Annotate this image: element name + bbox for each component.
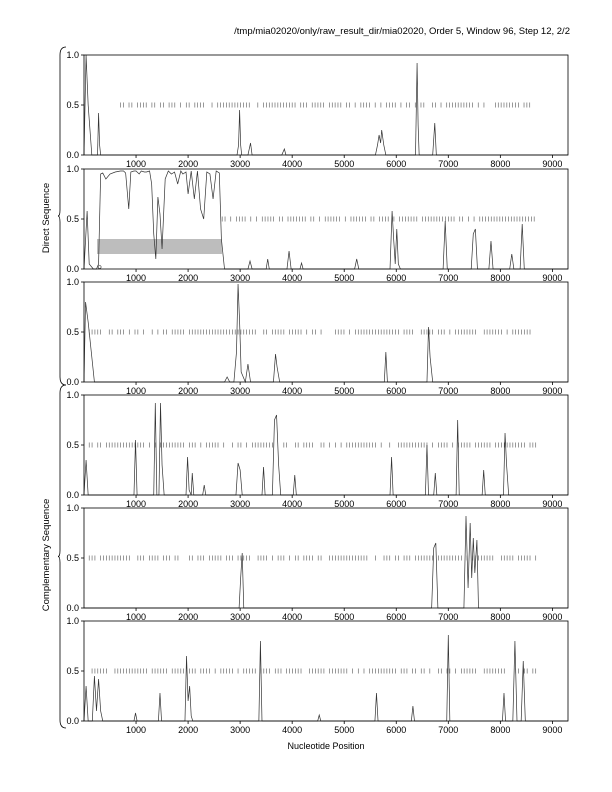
- x-tick-label: 1000: [126, 273, 147, 283]
- group-braces-layer: [58, 47, 66, 728]
- threshold-tick-row: [89, 330, 530, 335]
- x-tick-label: 9000: [542, 725, 563, 735]
- x-tick-label: 2000: [178, 499, 199, 509]
- y-tick-label: 0.5: [66, 327, 79, 337]
- x-tick-label: 1000: [126, 499, 147, 509]
- threshold-tick-row: [92, 669, 536, 674]
- x-tick-label: 8000: [490, 499, 511, 509]
- x-axis-label: Nucleotide Position: [287, 741, 365, 751]
- x-tick-label: 7000: [438, 725, 459, 735]
- y-tick-label: 1.0: [66, 503, 79, 513]
- zero-marker: [98, 266, 101, 269]
- y-tick-label: 1.0: [66, 277, 79, 287]
- x-tick-label: 5000: [334, 725, 355, 735]
- x-tick-label: 8000: [490, 273, 511, 283]
- x-tick-label: 9000: [542, 499, 563, 509]
- panel-frame: [84, 508, 568, 608]
- threshold-tick-row: [222, 217, 534, 222]
- x-tick-label: 4000: [282, 273, 303, 283]
- y-tick-label: 0.0: [66, 150, 79, 160]
- y-tick-label: 0.0: [66, 490, 79, 500]
- x-tick-label: 6000: [386, 159, 407, 169]
- x-tick-label: 3000: [230, 386, 251, 396]
- panels-layer: [66, 50, 568, 735]
- x-tick-label: 6000: [386, 386, 407, 396]
- x-tick-label: 7000: [438, 386, 459, 396]
- x-tick-label: 4000: [282, 612, 303, 622]
- panel-4-series-line: [84, 403, 568, 495]
- x-tick-label: 1000: [126, 159, 147, 169]
- x-tick-label: 4000: [282, 499, 303, 509]
- y-tick-label: 0.5: [66, 440, 79, 450]
- group-label-complementary-sequence: Complementary Sequence: [41, 498, 52, 612]
- y-tick-label: 1.0: [66, 390, 79, 400]
- x-tick-label: 6000: [386, 725, 407, 735]
- brace-direct-sequence: [58, 47, 66, 385]
- threshold-tick-row: [120, 103, 529, 108]
- x-tick-label: 5000: [334, 612, 355, 622]
- x-tick-label: 1000: [126, 612, 147, 622]
- panel-4: [66, 390, 568, 509]
- x-tick-label: 9000: [542, 273, 563, 283]
- x-tick-label: 1000: [126, 386, 147, 396]
- y-tick-label: 0.5: [66, 666, 79, 676]
- x-tick-label: 4000: [282, 159, 303, 169]
- x-tick-label: 7000: [438, 499, 459, 509]
- x-tick-label: 5000: [334, 499, 355, 509]
- x-tick-label: 2000: [178, 386, 199, 396]
- panel-1: [66, 50, 568, 169]
- x-tick-label: 9000: [542, 612, 563, 622]
- x-tick-label: 4000: [282, 725, 303, 735]
- x-tick-label: 5000: [334, 386, 355, 396]
- x-tick-label: 3000: [230, 612, 251, 622]
- x-tick-label: 2000: [178, 725, 199, 735]
- x-tick-label: 5000: [334, 273, 355, 283]
- x-tick-label: 3000: [230, 499, 251, 509]
- y-tick-label: 1.0: [66, 616, 79, 626]
- panel-3: [66, 277, 568, 396]
- x-tick-label: 7000: [438, 273, 459, 283]
- y-tick-label: 1.0: [66, 164, 79, 174]
- x-tick-label: 3000: [230, 725, 251, 735]
- y-tick-label: 1.0: [66, 50, 79, 60]
- x-tick-label: 9000: [542, 386, 563, 396]
- x-tick-label: 1000: [126, 725, 147, 735]
- brace-complementary-sequence: [58, 385, 66, 728]
- panel-6: [66, 616, 568, 735]
- x-tick-label: 5000: [334, 159, 355, 169]
- y-tick-label: 0.0: [66, 716, 79, 726]
- x-tick-label: 8000: [490, 386, 511, 396]
- panel-5-series-line: [84, 516, 568, 608]
- x-tick-label: 2000: [178, 612, 199, 622]
- group-label-direct-sequence: Direct Sequence: [41, 182, 52, 254]
- x-tick-label: 8000: [490, 612, 511, 622]
- panel-2: [66, 164, 568, 283]
- y-tick-label: 0.5: [66, 214, 79, 224]
- panel-6-series-line: [84, 635, 568, 721]
- x-tick-label: 6000: [386, 612, 407, 622]
- x-tick-label: 2000: [178, 273, 199, 283]
- panel-5: [66, 503, 568, 622]
- x-tick-label: 8000: [490, 159, 511, 169]
- highlight-band: [97, 239, 222, 254]
- x-tick-label: 3000: [230, 159, 251, 169]
- y-tick-label: 0.0: [66, 377, 79, 387]
- x-tick-label: 7000: [438, 159, 459, 169]
- y-tick-label: 0.5: [66, 553, 79, 563]
- y-tick-label: 0.0: [66, 264, 79, 274]
- y-tick-label: 0.5: [66, 100, 79, 110]
- x-tick-label: 4000: [282, 386, 303, 396]
- x-tick-label: 6000: [386, 499, 407, 509]
- chart-header-title: /tmp/mia02020/only/raw_result_dir/mia02020, Order 5, Window 96, Step 12, 2/2: [234, 26, 570, 37]
- panel-2-series-line: [84, 171, 568, 269]
- y-tick-label: 0.0: [66, 603, 79, 613]
- x-tick-label: 6000: [386, 273, 407, 283]
- x-tick-label: 2000: [178, 159, 199, 169]
- x-tick-label: 7000: [438, 612, 459, 622]
- x-tick-label: 8000: [490, 725, 511, 735]
- x-tick-label: 3000: [230, 273, 251, 283]
- x-tick-label: 9000: [542, 159, 563, 169]
